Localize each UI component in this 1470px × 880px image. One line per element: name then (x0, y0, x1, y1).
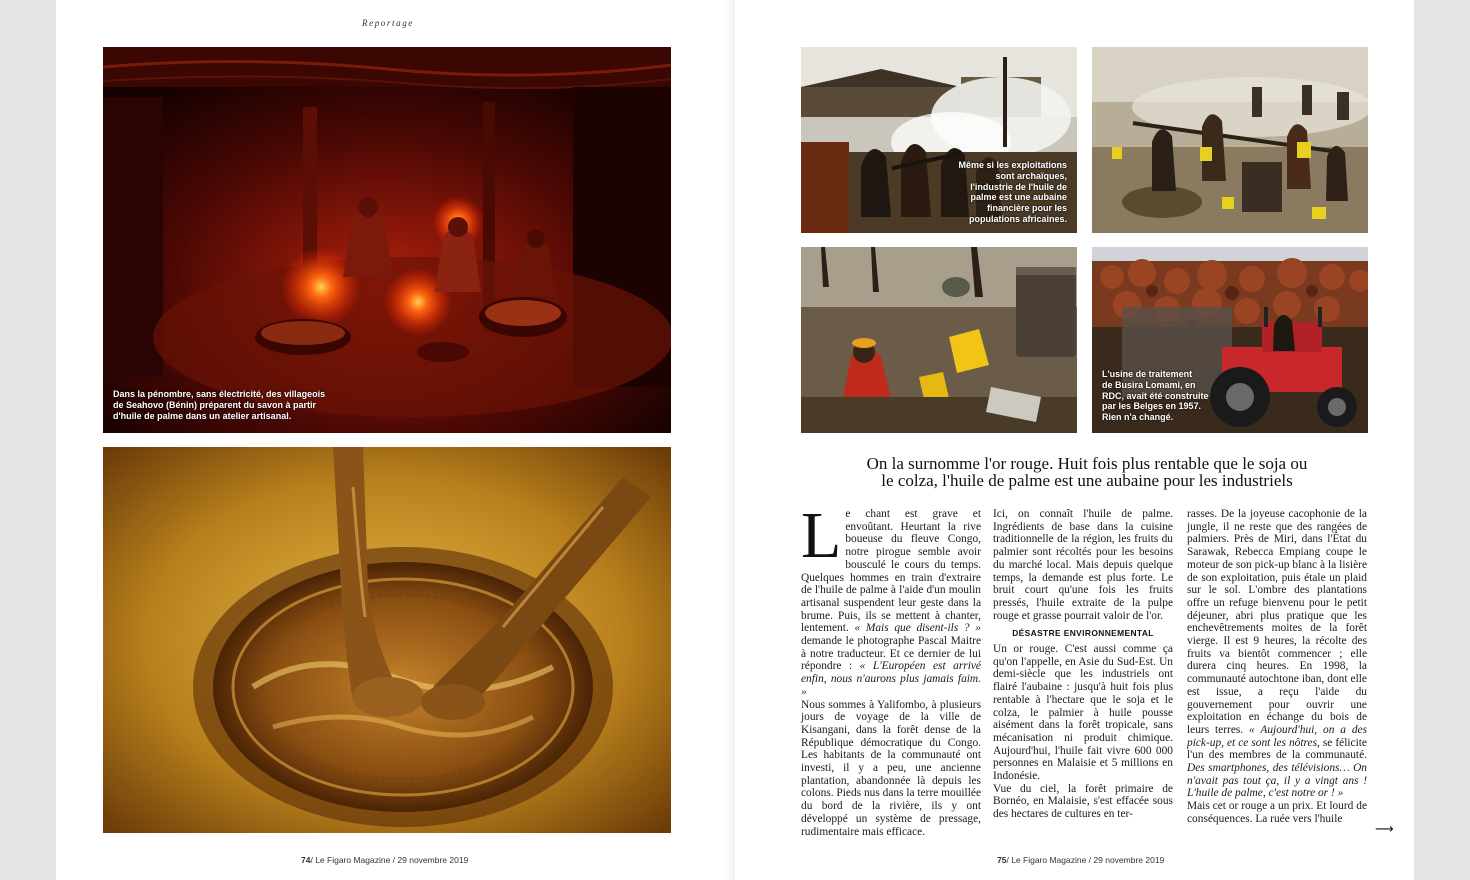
quote: Des smartphones, des télévisions… On n'avait pas tout ça, il y a vingt ans ! L'huile de palme, c'est notre or ! » (1187, 762, 1367, 800)
caption-line: l'industrie de l'huile de (970, 181, 1067, 192)
page-footer (997, 855, 1164, 865)
paragraph: Vue du ciel, la forêt primaire de Bornéo, en Malaisie, s'est effacée sous des hectares de cultures en ter- (993, 782, 1173, 821)
photo-caption (113, 389, 325, 421)
photo-press-workers (1092, 47, 1368, 233)
magazine-page-left (56, 0, 735, 880)
photo-caption (958, 160, 1067, 225)
photo-tractor-palm-fruit (1092, 247, 1368, 433)
headline-line: le colza, l'huile de palme est une aubaine pour les industriels (881, 471, 1293, 490)
article-column-1 (801, 499, 981, 838)
paragraph: Ici, on connaît l'huile de palme. Ingrédients de base dans la cuisine traditionnelle de la région, les fruits du palmier sont récoltés pour les besoins du marché local. Mais depuis quelque temps, la demande est plus forte. Le bruit court qu'une fois les fruits pressés, l'huile extraite de la pulpe rouge et grasse pourrait valoir de l'or. (993, 508, 1173, 622)
photo-woman-with-cans (801, 247, 1077, 433)
paragraph (801, 499, 981, 699)
viewer-left-margin (0, 0, 56, 880)
text-run: se félicite l'un des membres de la communauté. (1187, 736, 1367, 762)
caption-line: L'usine de traitement (1102, 369, 1193, 379)
paragraph (1187, 508, 1367, 800)
page-spine-shadow (725, 0, 735, 880)
page-number: 74 (301, 855, 311, 865)
caption-line: palme est une aubaine (970, 192, 1067, 203)
quote: « L'Européen est arrivé enfin, nous n'aurons plus jamais faim. » (801, 660, 981, 698)
caption-line: Rien n'a changé. (1102, 412, 1174, 423)
photo-soap-workshop (103, 47, 671, 433)
quote: « Aujourd'hui, on a des pick-up, et ce sont les nôtres, (1187, 723, 1368, 749)
continue-arrow-icon: ⟶ (1375, 822, 1394, 837)
text-run: demande le photographe Pascal Maitre à notre traducteur. Et ce dernier de lui répondre : (801, 635, 981, 673)
section-kicker: Reportage (362, 18, 414, 28)
caption-line: Dans la pénombre, sans électricité, des villageois (113, 389, 326, 399)
viewer-right-margin (1414, 0, 1470, 880)
caption-line: par les Belges en 1957. (1102, 401, 1202, 412)
text-run: rasses. De la joyeuse cacophonie de la jungle, il ne reste que des rangées de palmiers. Près de Miri, dans l'État du Sarawak, Rebecca Empiang coupe le moteur de son pick-up blanc à la lisière de son exploitation, puis étale un plaid sur le sol. L'ombre des plantations offre un refuge bienvenu pour le petit déjeuner, abri plus pratique que les enchevêtrements moites de la forêt vierge. Il est 9 heures, la récolte des fruits va bientôt commencer ; elle durera cinq heures. En 1998, la communauté autochtone iban, dont elle est issue, a reçu l'aide du gouvernement pour ouvrir une exploitation en échange du bois de leurs terres. (1187, 508, 1367, 736)
article-column-2 (993, 508, 1173, 821)
caption-line: Même si les exploitations (958, 160, 1067, 170)
caption-line: financière pour les (986, 203, 1067, 214)
caption-line: de Seahovo (Bénin) préparent du savon à partir (113, 399, 317, 410)
section-subheading: DÉSASTRE ENVIRONNEMENTAL (1012, 628, 1154, 639)
caption-line: populations africaines. (968, 213, 1067, 224)
paragraph: Un or rouge. C'est aussi comme ça qu'on l'appelle, en Asie du Sud-Est. Un demi-siècle que les industriels ont flairé l'aubaine : jusqu'à huit fois plus rentable à l'hectare que le soja et le colza, le palmier à huile pousse aisément dans la forêt tropicale, sans mécanisation ni produit chimique. Aujourd'hui, l'huile fait vivre 600 000 personnes en Malaisie et 5 millions en Indonésie. (993, 643, 1173, 783)
article-column-3 (1187, 508, 1367, 826)
caption-line: RDC, avait été construite (1102, 390, 1209, 401)
photo-palm-oil-mill (801, 47, 1077, 233)
article-headline (827, 455, 1347, 489)
paragraph: Nous sommes à Yalifombo, à plusieurs jours de voyage de la ville de Kisangani, dans la forêt dense de la République démocratique du Congo. Les habitants de la communauté ont investi, il y a peu, une ancienne plantation, abandonnée là depuis les colons. Pieds nus dans la terre mouillée du bord de la rivière, ils y ont développé un système de pressage, rudimentaire mais efficace. (801, 698, 981, 838)
paragraph: Mais cet or rouge a un prix. Et lourd de conséquences. La ruée vers l'huile (1187, 800, 1367, 825)
magazine-page-right (735, 0, 1414, 880)
quote: « Mais que disent-ils ? » (854, 622, 981, 635)
page-footer (301, 855, 468, 865)
caption-line: d'huile de palme dans un atelier artisanal. (113, 410, 292, 421)
caption-line: de Busira Lomami, en (1102, 379, 1196, 390)
headline-line: On la surnomme l'or rouge. Huit fois plus rentable que le soja ou (866, 454, 1308, 473)
publication-line: / Le Figaro Magazine / 29 novembre 2019 (310, 855, 469, 865)
photo-hands-in-palm-oil (103, 447, 671, 833)
text-run: e chant est grave et envoûtant. Heurtant la rive boueuse du fleuve Congo, notre pirogue semble avoir bousculé le cours du temps. Quelques hommes en train d'extraire de l'huile de palme à l'aide d'un moulin artisanal suspendent leur geste dans la brume. Puis, ils se mettent à chanter, lentement. (801, 508, 981, 635)
caption-line: sont archaïques, (995, 170, 1067, 181)
page-number: 75 (997, 855, 1007, 865)
photo-caption (1102, 369, 1209, 423)
publication-line: / Le Figaro Magazine / 29 novembre 2019 (1006, 855, 1165, 865)
drop-cap: L (801, 499, 842, 572)
